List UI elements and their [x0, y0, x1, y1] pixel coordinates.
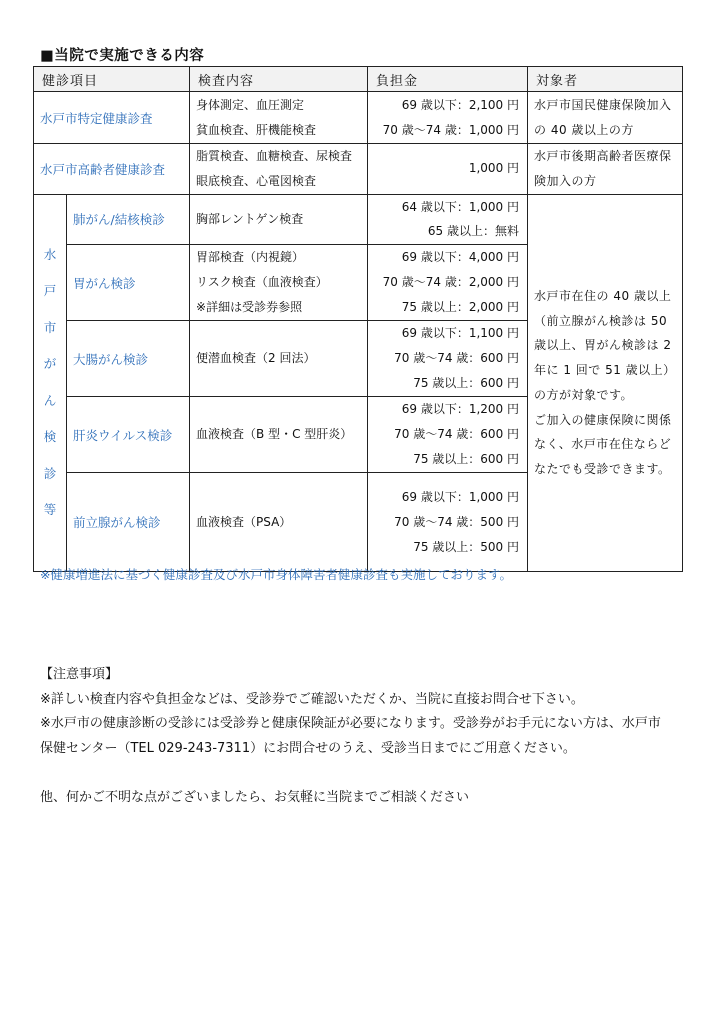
header-content: 検査内容 [190, 67, 368, 92]
header-item: 健診項目 [34, 67, 190, 92]
stomach-cancer-fees: 69 歳以下：4,000 円 70 歳～74 歳：2,000 円 75 歳以上：2,000 円 [368, 245, 528, 321]
section-heading: ■当院で実施できる内容 [40, 48, 205, 64]
notes-spacer [40, 761, 661, 786]
lung-cancer-name: 肺がん/結核検診 [67, 194, 190, 245]
specific-checkup-fees: 69 歳以下：2,100 円 70 歳～74 歳：1,000 円 [368, 92, 528, 144]
specific-checkup-tests: 身体測定、血圧測定 貧血検査、肝機能検査 [190, 92, 368, 144]
notes-line-2: ※水戸市の健康診断の受診には受診券と健康保険証が必要になります。受診券がお手元にない方は、水戸市 [40, 716, 661, 731]
hepatitis-tests: 血液検査（B 型・C 型肝炎） [190, 397, 368, 473]
header-fee: 負担金 [368, 67, 528, 92]
elderly-checkup-tests: 脂質検査、血糖検査、尿検査 眼底検査、心電図検査 [190, 144, 368, 195]
colon-cancer-fees: 69 歳以下：1,100 円 70 歳～74 歳：600 円 75 歳以上：600 円 [368, 321, 528, 397]
notes-line-1: ※詳しい検査内容や負担金などは、受診券でご確認いただくか、当院に直接お問合せ下さい。 [40, 691, 584, 707]
elderly-checkup-target: 水戸市後期高齢者医療保 険加入の方 [528, 144, 683, 195]
header-row [34, 67, 683, 92]
hepatitis-fees: 69 歳以下：1,200 円 70 歳～74 歳：600 円 75 歳以上：600 円 [368, 397, 528, 473]
exam-table [33, 66, 683, 572]
lung-cancer-fees: 64 歳以下：1,000 円 65 歳以上：無料 [368, 194, 528, 245]
notes-title: 【注意事項】 [40, 667, 119, 682]
stomach-cancer-name: 胃がん検診 [67, 245, 190, 321]
specific-checkup-target: 水戸市国民健康保険加入 の 40 歳以上の方 [528, 92, 683, 144]
elderly-checkup-fee: 1,000 円 [368, 144, 528, 195]
row-specific-checkup [34, 92, 683, 144]
cancer-group-target: 水戸市在住の 40 歳以上 （前立腺がん検診は 50 歳以上、胃がん検診は 2 年に 1 回で 51 歳以上） の方が対象です。 ご加入の健康保険に関係 なく、水戸市在住ならど なたでも受診できます。 [528, 194, 683, 572]
stomach-cancer-tests: 胃部検査（内視鏡） リスク検査（血液検査） ※詳細は受診券参照 [190, 245, 368, 321]
elderly-checkup-name: 水戸市高齢者健康診査 [34, 144, 190, 195]
prostate-cancer-name: 前立腺がん検診 [67, 473, 190, 572]
table-footnote: ※健康増進法に基づく健康診査及び水戸市身体障害者健康診査も実施しております。 [40, 567, 512, 582]
notes-section [40, 663, 661, 810]
lung-cancer-tests: 胸部レントゲン検査 [190, 194, 368, 245]
specific-checkup-name: 水戸市特定健康診査 [34, 92, 190, 144]
notes-line-3: 保健センター（TEL 029-243-7311）にお問合せのうえ、受診当日までにご用意ください。 [40, 740, 576, 756]
prostate-cancer-fees: 69 歳以下：1,000 円 70 歳～74 歳：500 円 75 歳以上：500 円 [368, 473, 528, 572]
row-lung-cancer [34, 194, 683, 245]
hepatitis-name: 肝炎ウイルス検診 [67, 397, 190, 473]
header-target: 対象者 [528, 67, 683, 92]
colon-cancer-tests: 便潜血検査（2 回法） [190, 321, 368, 397]
cancer-group-label: 水 戸 市 が ん 検 診 等 [34, 194, 67, 572]
row-elderly-checkup [34, 144, 683, 195]
notes-line-4: 他、何かご不明な点がございましたら、お気軽に当院までご相談ください [40, 789, 470, 805]
prostate-cancer-tests: 血液検査（PSA） [190, 473, 368, 572]
colon-cancer-name: 大腸がん検診 [67, 321, 190, 397]
